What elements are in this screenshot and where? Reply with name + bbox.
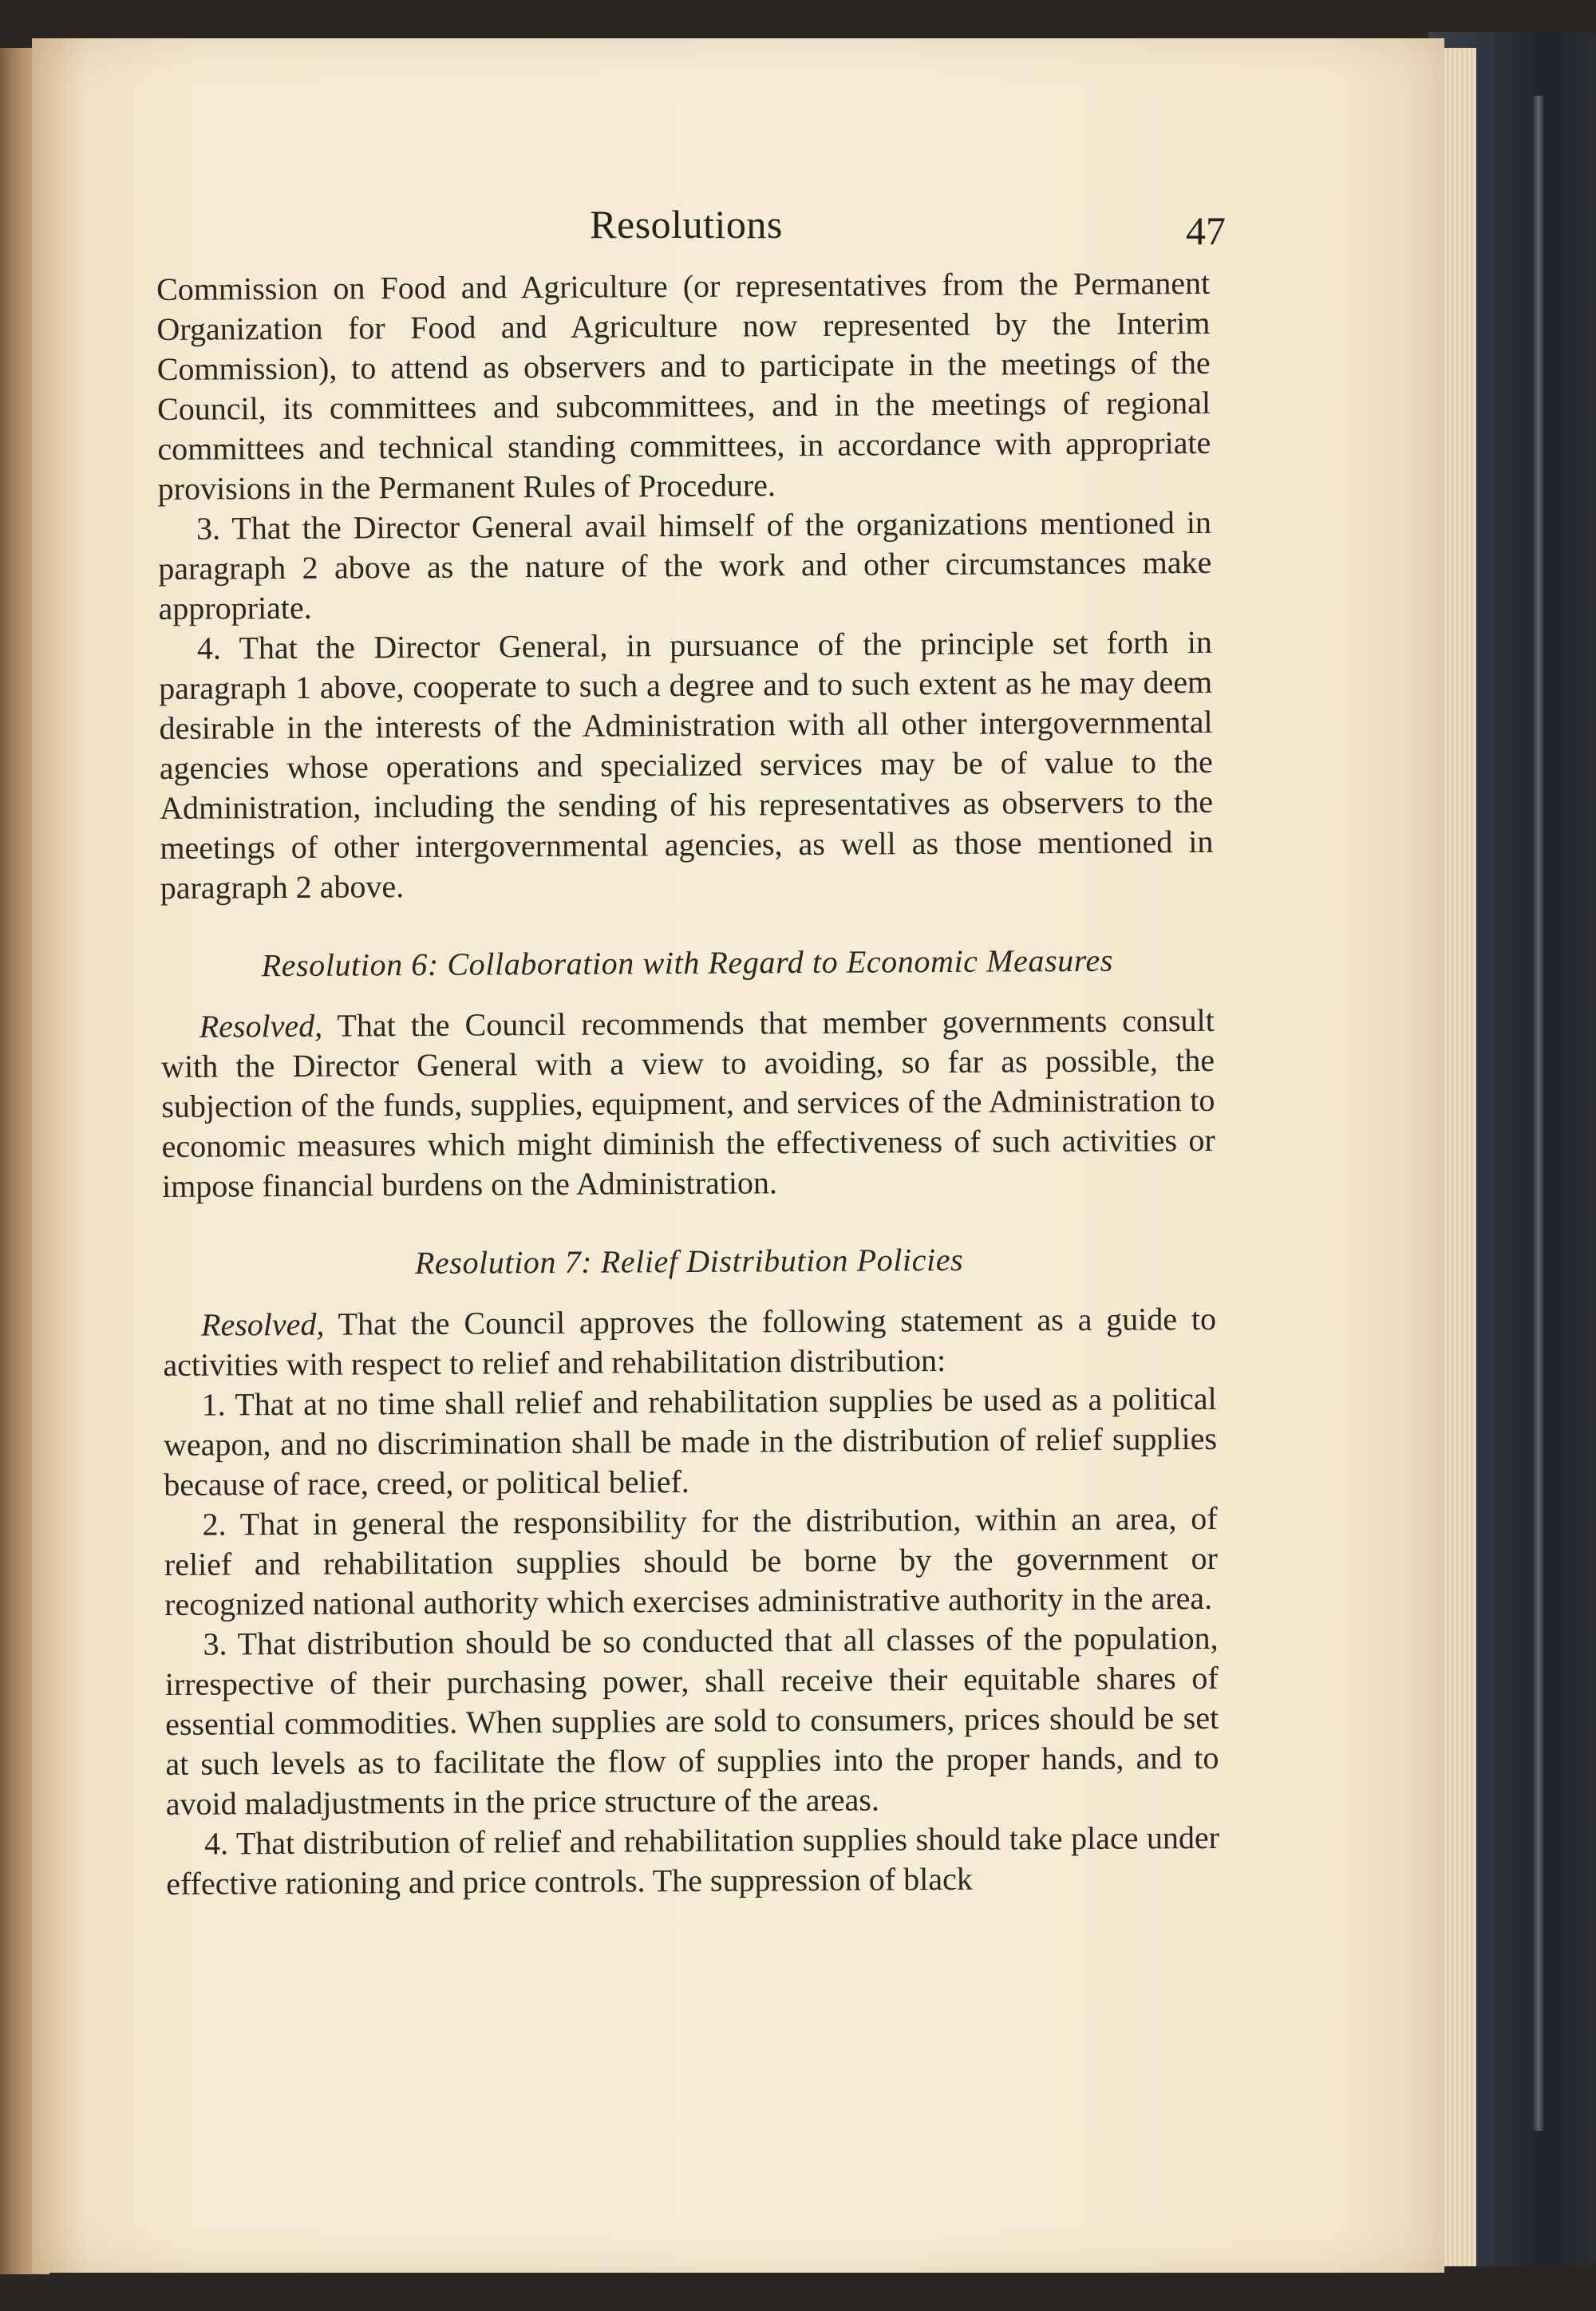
cover-highlight	[1532, 96, 1545, 2131]
resolved-label: Resolved,	[200, 1306, 325, 1343]
resolution-7-item-2: 2. That in general the responsibility for the distribution, within an area, of relief and rehabilitation supplies should be borne by the government or recognized national authority which exercises administrative authority in the area.	[164, 1499, 1219, 1622]
paragraph-item-3: 3. That the Director General avail himself of the organizations mentioned in paragraph 2 above as the nature of the work and other circumstances make appropriate.	[158, 504, 1212, 626]
body-text	[156, 263, 1219, 1904]
paragraph-continued: Commission on Food and Agriculture (or representatives from the Permanent Organization for Food and Agriculture now represented by the Interim Commission), to attend as observers and to participate in the meetings of the Council, its committees and subcommittees, and in the meetings of regional committees and technical standing committees, in accordance with appropriate provisions in the Permanent Rules of Procedure.	[156, 264, 1211, 507]
resolved-label: Resolved,	[199, 1007, 323, 1045]
resolution-6-body	[161, 1001, 1216, 1207]
page-header	[160, 201, 1226, 257]
paragraph-item-4: 4. That the Director General, in pursuance of the principle set forth in paragraph 1 above, cooperate to such a degree and to such extent as he may deem desirable in the interests of the Administration with all other intergovernmental agencies whose operations and specialized services may be of value to the Administration, including the sending of his representatives as observers to the meetings of other intergovernmental agencies, as well as those mentioned in paragraph 2 above.	[159, 623, 1214, 906]
resolution-7-item-4: 4. That distribution of relief and rehabilitation supplies should take place under effective rationing and price controls. The suppression of black	[166, 1819, 1220, 1902]
running-head: Resolutions	[590, 202, 783, 247]
resolution-6-text: That the Council recommends that member governments consult with the Director General with a view to avoiding, so far as possible, the subjection of the funds, supplies, equipment, and services of the Administration to economic measures which might diminish the effectiveness of such activities or impose financial burdens on the Administration.	[160, 1001, 1215, 1204]
resolution-6-heading: Resolution 6: Collaboration with Regard to Economic Measures	[261, 942, 1114, 984]
resolution-7-item-1: 1. That at no time shall relief and rehabilitation supplies be used as a political weapon, and no discrimination shall be made in the distribution of relief supplies because of race, creed, or political belief.	[163, 1380, 1218, 1503]
page-number: 47	[1186, 208, 1226, 253]
resolution-7-heading: Resolution 7: Relief Distribution Policies	[414, 1241, 964, 1282]
resolution-7-body	[163, 1299, 1217, 1385]
resolution-7-text: That the Council approves the following statement as a guide to activities with respect to relief and rehabilitation distribution:	[163, 1300, 1217, 1383]
resolution-7-item-3: 3. That distribution should be so conducted that all classes of the population, irrespective of their purchasing power, shall receive their equitable shares of essential commodities. When supplies are sold to consumers, prices should be set at such levels as to facilitate the flow of supplies into the proper hands, and to avoid maladjustments in the price structure of the areas.	[164, 1619, 1219, 1822]
